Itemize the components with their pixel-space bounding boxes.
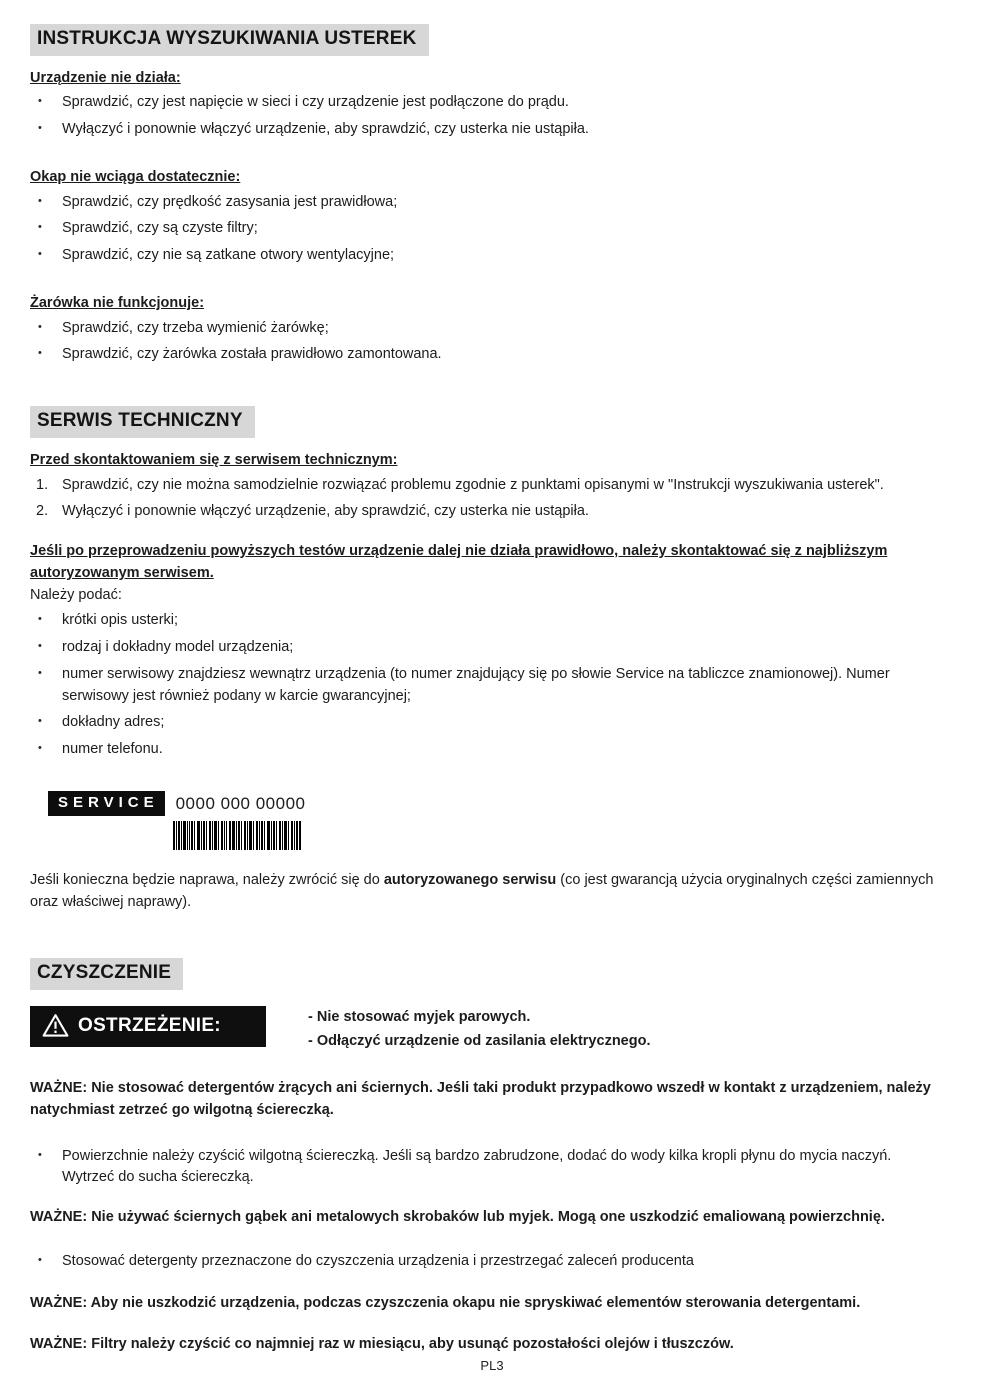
warning-line: - Odłączyć urządzenie od zasilania elektrycznego. [308,1033,651,1050]
bullet-list [30,192,948,267]
important-note-4: WAŻNE: Filtry należy czyścić co najmniej raz w miesiącu, aby usunąć pozostałości olejów i tłuszczów. [30,1336,734,1353]
service-barcode [173,821,301,850]
item-number: 1. [36,476,49,493]
important-note-3: WAŻNE: Aby nie uszkodzić urządzenia, podczas czyszczenia okapu nie spryskiwać elementów sterowania detergentami. [30,1294,861,1311]
repair-note-post: (co jest gwarancją użycia oryginalnych części zamiennych oraz właściwej naprawy). [30,872,934,911]
bullet-list [30,92,948,141]
service-before-contact [30,450,948,523]
list-item: • Stosować detergenty przeznaczone do czyszczenia urządzenia i przestrzegać zaleceń producenta [30,1251,920,1273]
repair-note [30,870,948,914]
section-heading: Przed skontaktowaniem się z serwisem technicznym: [30,451,398,468]
list-item: • Sprawdzić, czy żarówka została prawidłowo zamontowana. [30,344,948,366]
warning-triangle-icon [42,1013,69,1038]
numbered-list [30,475,948,524]
cleaning-bullet-list [30,1146,948,1190]
escalation-note: Jeśli po przeprowadzeniu powyższych testów urządzenie dalej nie działa prawidłowo, należy skontaktować się z najbliższym autoryzowanym serwisem. [30,543,888,581]
warning-box [30,1006,266,1048]
important-note-1: WAŻNE: Nie stosować detergentów żrących ani ściernych. Jeśli taki produkt przypadkowo wszedł w kontakt z urządzeniem, należy natychmiast zetrzeć go wilgotną ściereczką. [30,1080,931,1118]
list-item: • Wyłączyć i ponownie włączyć urządzenie, aby sprawdzić, czy usterka nie ustąpiła. [30,119,948,141]
numbered-item [30,475,948,497]
list-item: • Sprawdzić, czy nie są zatkane otwory wentylacyjne; [30,245,948,267]
section-heading: Okap nie wciąga dostatecznie: [30,168,241,185]
item-text: Sprawdzić, czy nie można samodzielnie rozwiązać problemu zgodnie z punktami opisanymi w "Instrukcji wyszukiwania usterek". [62,476,884,493]
warning-lines [308,1006,650,1057]
warning-line: - Nie stosować myjek parowych. [308,1008,531,1025]
trouble-section-hood-suction [30,167,948,267]
warning-row [30,1006,948,1057]
section-title-service: SERWIS TECHNICZNY [30,406,255,438]
item-number: 2. [36,503,49,520]
important-note-2: WAŻNE: Nie używać ściernych gąbek ani metalowych skrobaków lub myjek. Mogą one uszkodzić emaliowaną powierzchnię. [30,1209,885,1226]
page-footer: PL3 [480,1357,504,1373]
list-item: • numer telefonu. [30,739,948,761]
item-text: Wyłączyć i ponownie włączyć urządzenie, aby sprawdzić, czy usterka nie ustąpiła. [62,503,589,520]
section-title-troubleshooting: INSTRUKCJA WYSZUKIWANIA USTEREK [30,24,429,56]
section-heading: Urządzenie nie działa: [30,69,181,86]
provide-label: Należy podać: [30,586,122,603]
repair-note-pre: Jeśli konieczna będzie naprawa, należy zwrócić się do [30,872,384,889]
numbered-item [30,501,948,523]
section-heading: Żarówka nie funkcjonuje: [30,294,205,311]
list-item: • Sprawdzić, czy prędkość zasysania jest prawidłowa; [30,192,948,214]
section-title-cleaning: CZYSZCZENIE [30,958,183,990]
list-item: • krótki opis usterki; [30,610,948,632]
trouble-section-device-not-working [30,68,948,141]
list-item: • Sprawdzić, czy jest napięcie w sieci i czy urządzenie jest podłączone do prądu. [30,92,948,114]
repair-note-bold: autoryzowanego serwisu [383,872,557,889]
list-item: • Sprawdzić, czy trzeba wymienić żarówkę; [30,318,948,340]
list-item: • rodzaj i dokładny model urządzenia; [30,637,948,659]
list-item: • Powierzchnie należy czyścić wilgotną ściereczką. Jeśli są bardzo zabrudzone, dodać do wody kilka kropli płynu do mycia naczyń. Wytrzeć do sucha ściereczką. [30,1146,920,1190]
service-number: 0000 000 00000 [175,793,306,813]
trouble-section-bulb [30,293,948,366]
warning-label: OSTRZEŻENIE: [78,1014,221,1036]
cleaning-bullet-list [30,1251,948,1273]
service-plate [48,791,948,851]
bullet-list [30,318,948,367]
list-item: • numer serwisowy znajdziesz wewnątrz urządzenia (to numer znajdujący się po słowie Service na tabliczce znamionowej). Numer serwisowy jest również podany w karcie gwarancyjnej; [30,664,935,708]
service-badge-label: SERVICE [48,791,165,816]
provide-list [30,610,948,761]
list-item: • Sprawdzić, czy są czyste filtry; [30,218,948,240]
list-item: • dokładny adres; [30,712,948,734]
